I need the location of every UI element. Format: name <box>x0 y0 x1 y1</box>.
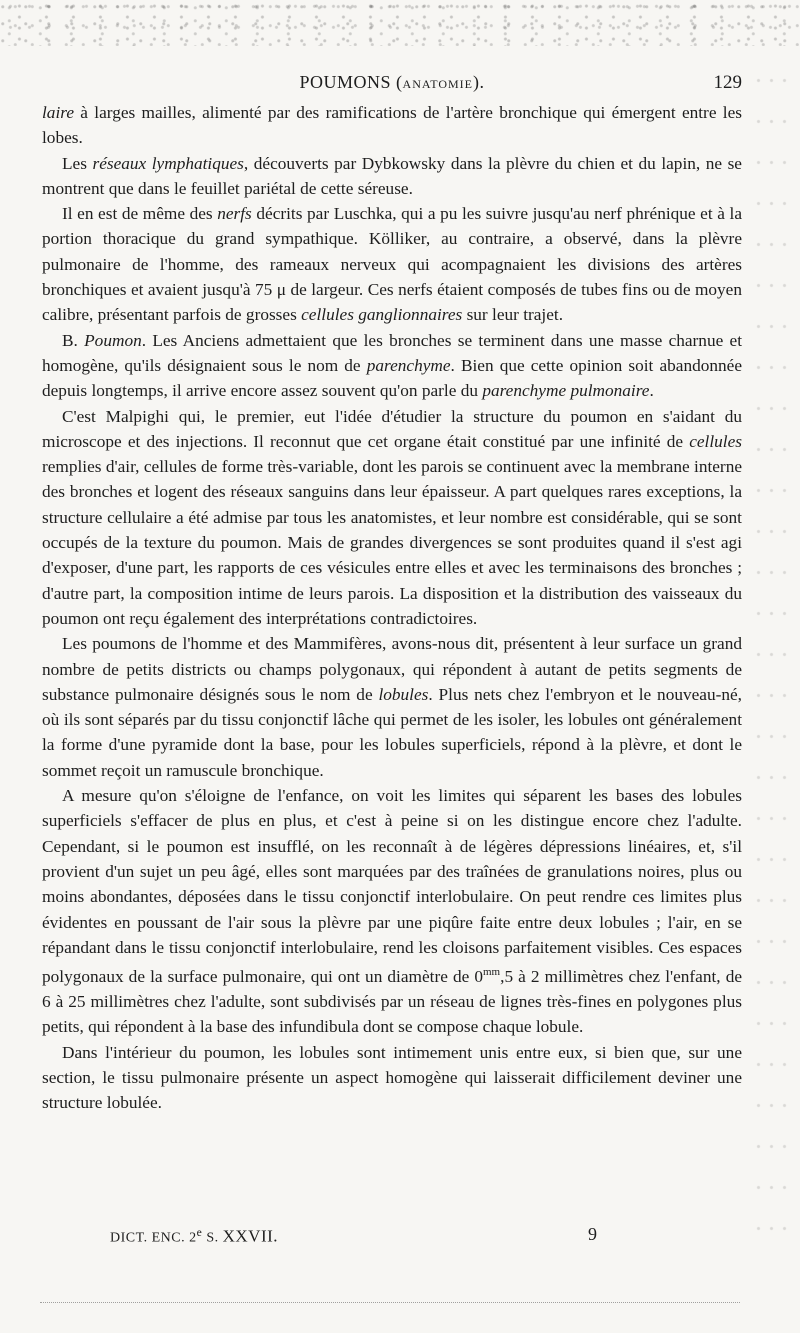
paragraph-p7 <box>42 783 742 1040</box>
italic-term: lobules <box>378 684 429 704</box>
scan-speckle-top <box>0 0 800 46</box>
text-run: , découverts par Dybkowsky dans la plèvre du chien et du lapin, ne se montrent que dans le feuillet pariétal de cette séreuse. <box>42 153 742 198</box>
printer-signature <box>110 1226 278 1247</box>
italic-term: nerfs <box>217 204 252 224</box>
page-footer <box>110 1226 610 1250</box>
paragraph-p4 <box>42 328 742 404</box>
paragraph-p8 <box>42 1040 742 1116</box>
text-run: . <box>649 381 654 401</box>
text-run: Les poumons de l'homme et des Mammifères, avons-nous dit, présentent à leur surface un grand nombre de petits districts ou champs polygonaux, qui répondent à autant de petits segments de substance pulmonaire désignés sous le nom de <box>42 634 742 704</box>
running-title-main: POUMONS <box>299 72 392 92</box>
paragraph-p6 <box>42 631 742 783</box>
text-run: ,5 à 2 millimètres chez l'enfant, de 6 à 25 millimètres chez l'adulte, sont subdivisés par un réseau de lignes très-fines en polygones plus petits, qui répondent à la base des infundibula dont se compose chaque lobule. <box>42 966 742 1037</box>
text-run: Dans l'intérieur du poumon, les lobules sont intimement unis entre eux, si bien que, sur une section, le tissu pulmonaire présente un aspect homogène qui laisserait difficilement deviner une structure lobulée. <box>42 1042 742 1113</box>
italic-term: réseaux lymphatiques <box>92 153 244 173</box>
text-run: sur leur trajet. <box>462 305 564 325</box>
text-run: Il en est de même des <box>62 204 218 224</box>
italic-term: parenchyme <box>366 355 451 375</box>
text-run: . Plus nets chez l'embryon et le nouveau-né, où ils sont séparés par du tissu conjonctif lâche qui permet de les isoler, les lobules ont généralement la forme d'une pyramide dont la base, pour les lobules superficiels, répond à la plèvre, et dont le sommet reçoit un ramuscule bronchique. <box>42 684 742 780</box>
text-run: C'est Malpighi qui, le premier, eut l'idée d'étudier la structure du poumon en s'aidant du microscope et des injections. Il reconnut que cet organe était constitué par une infinité de <box>42 406 742 451</box>
text-run: Les <box>62 153 93 173</box>
paragraph-p3 <box>42 201 742 327</box>
italic-term: cellules ganglionnaires <box>301 305 463 325</box>
running-title <box>42 72 742 93</box>
superscript-unit: mm <box>483 966 501 979</box>
signature-series: S. <box>202 1230 223 1246</box>
signature-superscript: e <box>196 1226 203 1239</box>
sheet-number: 9 <box>588 1224 597 1244</box>
page-header <box>42 72 742 98</box>
running-title-open: ( <box>391 72 403 92</box>
text-run: remplies d'air, cellules de forme très-variable, dont les parois se continuent avec la membrane interne des bronches et logent des réseaux sanguins dans leur épaisseur. A part quelques rares exceptions, la structure cellulaire a été admise par tous les anatomistes, et leur nombre est considérable, qui se sont occupés de la texture du poumon. Mais de grandes divergences se sont produites quand il s'est agi d'exposer, d'une part, les rapports de ces vésicules entre elles et avec les terminaisons des bronches ; d'autre part, la composition intime de leurs parois. La disposition et la distribution des vaisseaux du poumon ont reçu également des interprétations contradictoires. <box>42 457 742 628</box>
italic-term: cellules <box>689 431 742 451</box>
text-run: . Les Anciens admettaient que les bronches se terminent dans une masse charnue et homogène, qu'ils désignaient sous le nom de <box>42 330 742 375</box>
running-title-close: ). <box>472 72 485 92</box>
signature-prefix: DICT. ENC. 2 <box>110 1230 197 1246</box>
paragraph-p2 <box>42 151 742 202</box>
page-number: 129 <box>713 72 742 93</box>
body-text <box>42 100 742 1116</box>
text-run: . Bien que cette opinion soit abandonnée depuis longtemps, il arrive encore assez souvent qu'on parle du <box>42 355 742 401</box>
italic-term: laire <box>42 103 74 122</box>
italic-term: parenchyme pulmonaire <box>482 381 650 401</box>
text-run: A mesure qu'on s'éloigne de l'enfance, on voit les limites qui séparent les bases des lobules superficiels s'effacer de plus en plus, et c'est à peine si on les distingue encore chez l'adulte. Cependant, si le poumon est insufflé, on les reconnaît à de légères dépressions linéaires, et, s'il provient d'un sujet un peu âgé, elles sont marquées par des traînées de granulations noires, plus ou moins abondantes, déposées dans le tissu conjonctif interlobulaire. On peut rendre ces limites plus évidentes en poussant de l'air sous la plèvre par une piqûre faite entre deux lobules ; l'air, en se répandant dans le tissu conjonctif interlobulaire, rend les cloisons parfaitement visibles. Ces espaces polygonaux de la surface pulmonaire, qui ont un diamètre de 0 <box>42 786 742 986</box>
bottom-dotted-rule <box>40 1302 740 1303</box>
running-title-sub: ANATOMIE <box>402 77 473 91</box>
paragraph-p5 <box>42 404 742 632</box>
text-run: décrits par Luschka, qui a pu les suivre jusqu'au nerf phrénique et à la portion thoracique du grand sympathique. Kölliker, au contraire, a observé, dans la plèvre pulmonaire de l'homme, des rameaux nerveux qui acompagnaient les divisions des artères bronchiques et avaient jusqu'à 75 μ de largeur. Ces nerfs étaient composés de tubes fins ou de moyen calibre, présentant parfois de grosses <box>42 204 742 325</box>
scan-speckle-right <box>752 60 792 1260</box>
italic-term: Poumon <box>84 330 142 350</box>
signature-volume: XXVII. <box>222 1226 279 1246</box>
paragraph-p1 <box>42 100 742 151</box>
text-run: B. <box>62 330 85 350</box>
text-run: à larges mailles, alimenté par des ramifications de l'artère bronchique qui émergent entre les lobes. <box>42 103 742 148</box>
